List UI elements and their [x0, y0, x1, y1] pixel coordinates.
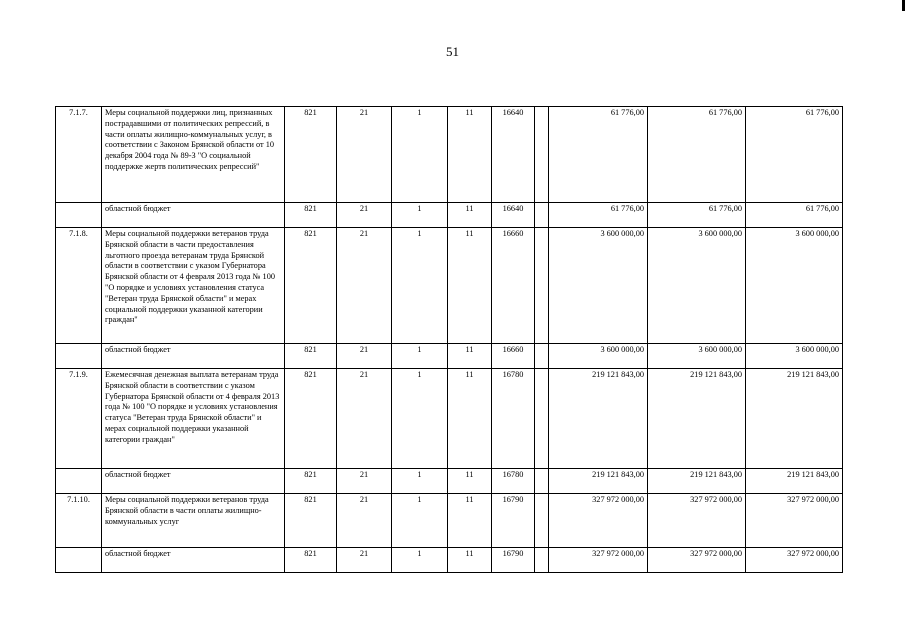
description-cell: областной бюджет [102, 203, 285, 228]
empty-cell [535, 107, 549, 203]
empty-cell [535, 548, 549, 573]
amount-cell: 3 600 000,00 [549, 228, 648, 344]
empty-cell [535, 469, 549, 494]
empty-cell [535, 228, 549, 344]
table-row-subtotal [56, 548, 843, 573]
description-cell: областной бюджет [102, 469, 285, 494]
empty-cell [535, 494, 549, 548]
description-cell: Меры социальной поддержки лиц, признанных пострадавшими от политических репрессий, в части оплаты жилищно-коммунальных услуг, в соответствии с Законом Брянской области от 10 декабря 2004 года № 89-З "О социальной поддержке жертв политических репрессий" [102, 107, 285, 203]
amount-cell: 3 600 000,00 [746, 344, 843, 369]
row-number-cell: 7.1.9. [56, 369, 102, 469]
code-cell: 1 [392, 369, 448, 469]
code-cell: 11 [448, 344, 492, 369]
code-cell: 11 [448, 548, 492, 573]
code-cell: 821 [285, 469, 337, 494]
amount-cell: 219 121 843,00 [746, 469, 843, 494]
code-cell: 16780 [492, 469, 535, 494]
code-cell: 821 [285, 203, 337, 228]
code-cell: 16790 [492, 494, 535, 548]
row-number-cell [56, 548, 102, 573]
amount-cell: 3 600 000,00 [549, 344, 648, 369]
amount-cell: 219 121 843,00 [648, 469, 746, 494]
amount-cell: 3 600 000,00 [648, 344, 746, 369]
code-cell: 1 [392, 494, 448, 548]
code-cell: 11 [448, 469, 492, 494]
amount-cell: 3 600 000,00 [746, 228, 843, 344]
code-cell: 21 [337, 228, 392, 344]
code-cell: 21 [337, 469, 392, 494]
amount-cell: 219 121 843,00 [549, 369, 648, 469]
amount-cell: 327 972 000,00 [549, 494, 648, 548]
code-cell: 1 [392, 203, 448, 228]
amount-cell: 61 776,00 [746, 107, 843, 203]
row-number-cell [56, 344, 102, 369]
code-cell: 16660 [492, 228, 535, 344]
code-cell: 21 [337, 203, 392, 228]
code-cell: 821 [285, 494, 337, 548]
amount-cell: 3 600 000,00 [648, 228, 746, 344]
code-cell: 21 [337, 369, 392, 469]
empty-cell [535, 203, 549, 228]
table-body [56, 107, 843, 573]
code-cell: 16780 [492, 369, 535, 469]
table-row-subtotal [56, 203, 843, 228]
code-cell: 16640 [492, 203, 535, 228]
description-cell: Меры социальной поддержки ветеранов труда Брянской области в части оплаты жилищно-коммунальных услуг [102, 494, 285, 548]
amount-cell: 219 121 843,00 [549, 469, 648, 494]
amount-cell: 219 121 843,00 [746, 369, 843, 469]
code-cell: 1 [392, 107, 448, 203]
amount-cell: 327 972 000,00 [746, 494, 843, 548]
code-cell: 1 [392, 469, 448, 494]
amount-cell: 61 776,00 [648, 203, 746, 228]
code-cell: 821 [285, 369, 337, 469]
amount-cell: 219 121 843,00 [648, 369, 746, 469]
row-number-cell: 7.1.7. [56, 107, 102, 203]
amount-cell: 61 776,00 [648, 107, 746, 203]
code-cell: 821 [285, 228, 337, 344]
code-cell: 21 [337, 548, 392, 573]
budget-table [55, 106, 843, 573]
code-cell: 11 [448, 203, 492, 228]
amount-cell: 327 972 000,00 [648, 494, 746, 548]
code-cell: 11 [448, 494, 492, 548]
code-cell: 21 [337, 344, 392, 369]
amount-cell: 327 972 000,00 [648, 548, 746, 573]
code-cell: 16660 [492, 344, 535, 369]
amount-cell: 61 776,00 [746, 203, 843, 228]
code-cell: 821 [285, 548, 337, 573]
amount-cell: 61 776,00 [549, 203, 648, 228]
row-number-cell [56, 203, 102, 228]
page-number: 51 [446, 44, 459, 59]
code-cell: 21 [337, 107, 392, 203]
table-row [56, 107, 843, 203]
amount-cell: 327 972 000,00 [746, 548, 843, 573]
description-cell: областной бюджет [102, 548, 285, 573]
row-number-cell: 7.1.10. [56, 494, 102, 548]
amount-cell: 61 776,00 [549, 107, 648, 203]
empty-cell [535, 344, 549, 369]
table-row [56, 369, 843, 469]
empty-cell [535, 369, 549, 469]
code-cell: 1 [392, 344, 448, 369]
code-cell: 11 [448, 107, 492, 203]
description-cell: Меры социальной поддержки ветеранов труда Брянской области в части предоставления льготного проезда ветеранам труда Брянской области в соответствии с указом Губернатора Брянской области от 4 февраля 2013 года № 100 "О порядке и условиях установления статуса "Ветеран труда Брянской области" и мерах социальной поддержки указанной категории граждан" [102, 228, 285, 344]
table-row-subtotal [56, 469, 843, 494]
code-cell: 11 [448, 228, 492, 344]
amount-cell: 327 972 000,00 [549, 548, 648, 573]
code-cell: 16790 [492, 548, 535, 573]
description-cell: областной бюджет [102, 344, 285, 369]
code-cell: 16640 [492, 107, 535, 203]
table-row-subtotal [56, 344, 843, 369]
code-cell: 11 [448, 369, 492, 469]
row-number-cell [56, 469, 102, 494]
table-row [56, 494, 843, 548]
row-number-cell: 7.1.8. [56, 228, 102, 344]
code-cell: 821 [285, 107, 337, 203]
code-cell: 1 [392, 228, 448, 344]
table-row [56, 228, 843, 344]
code-cell: 1 [392, 548, 448, 573]
code-cell: 821 [285, 344, 337, 369]
code-cell: 21 [337, 494, 392, 548]
description-cell: Ежемесячная денежная выплата ветеранам труда Брянской области в соответствии с указом Губернатора Брянской области от 4 февраля 2013 года № 100 "О порядке и условиях установления статуса "Ветеран труда Брянской области" и мерах социальной поддержки указанной категории граждан" [102, 369, 285, 469]
